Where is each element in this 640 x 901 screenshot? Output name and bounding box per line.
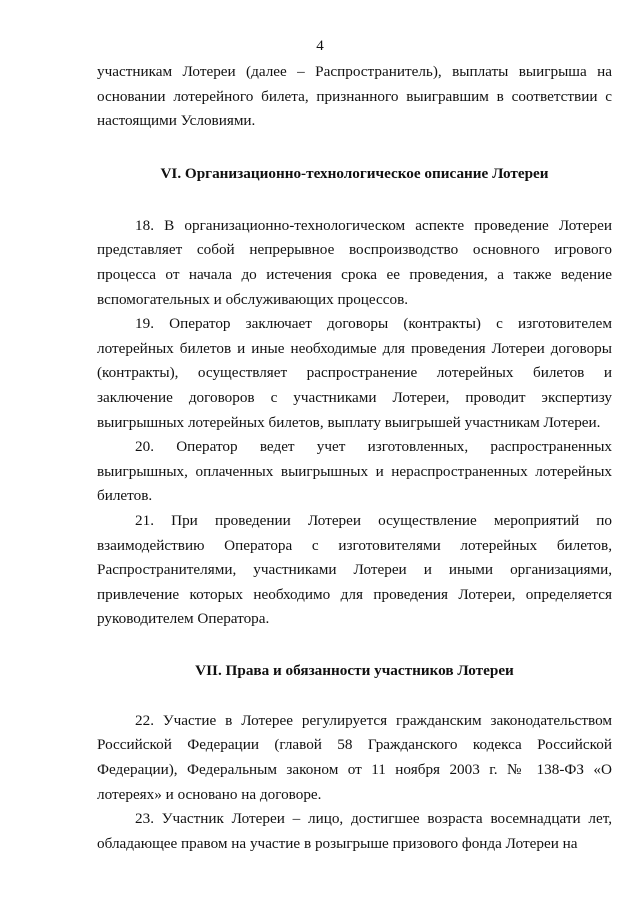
paragraph-20: 20. Оператор ведет учет изготовленных, распространенных выигрышных, оплаченных выигрышных и нераспространенных лотерейных билетов. <box>97 438 612 505</box>
paragraph-19: 19. Оператор заключает договоры (контракты) с изготовителем лотерейных билетов и иные необходимые для проведения Лотереи договоры (контракты), осуществляет распространение лотерейных билетов и заключение договоров с участниками Лотереи, проводит экспертизу выигрышных лотерейных билетов, выплату выигрышей участникам Лотереи. <box>97 315 612 431</box>
page-number: 4 <box>316 38 324 54</box>
section-6-heading: VI. Организационно-технологическое описание Лотереи <box>160 164 549 182</box>
paragraph-21: 21. При проведении Лотереи осуществление мероприятий по взаимодействию Оператора с изготовителями лотерейных билетов, Распространителями, участниками Лотереи и иными организациями, привлечение которых необходимо для проведения Лотереи, определяется руководителем Оператора. <box>97 511 612 628</box>
paragraph-23: 23. Участник Лотереи – лицо, достигшее возраста восемнадцати лет, обладающее правом на участие в розыгрыше призового фонда Лотереи на <box>97 810 612 852</box>
document-body <box>97 60 612 856</box>
paragraph-18: 18. В организационно-технологическом аспекте проведение Лотереи представляет собой непрерывное воспроизводство основного игрового процесса от начала до истечения срока ее проведения, а также ведение вспомогательных и обслуживающих процессов. <box>97 216 612 308</box>
paragraph-22: 22. Участие в Лотерее регулируется гражданским законодательством Российской Федерации (главой 58 Гражданского кодекса Российской Федерации), Федеральным законом от 11 ноября 2003 г. № 138-ФЗ «О лотереях» и основано на договоре. <box>97 711 612 803</box>
section-7-heading: VII. Права и обязанности участников Лотереи <box>195 661 514 679</box>
paragraph-continuation: участникам Лотереи (далее – Распространитель), выплаты выигрыша на основании лотерейного билета, признанного выигравшим в соответствии с настоящими Условиями. <box>97 63 612 130</box>
